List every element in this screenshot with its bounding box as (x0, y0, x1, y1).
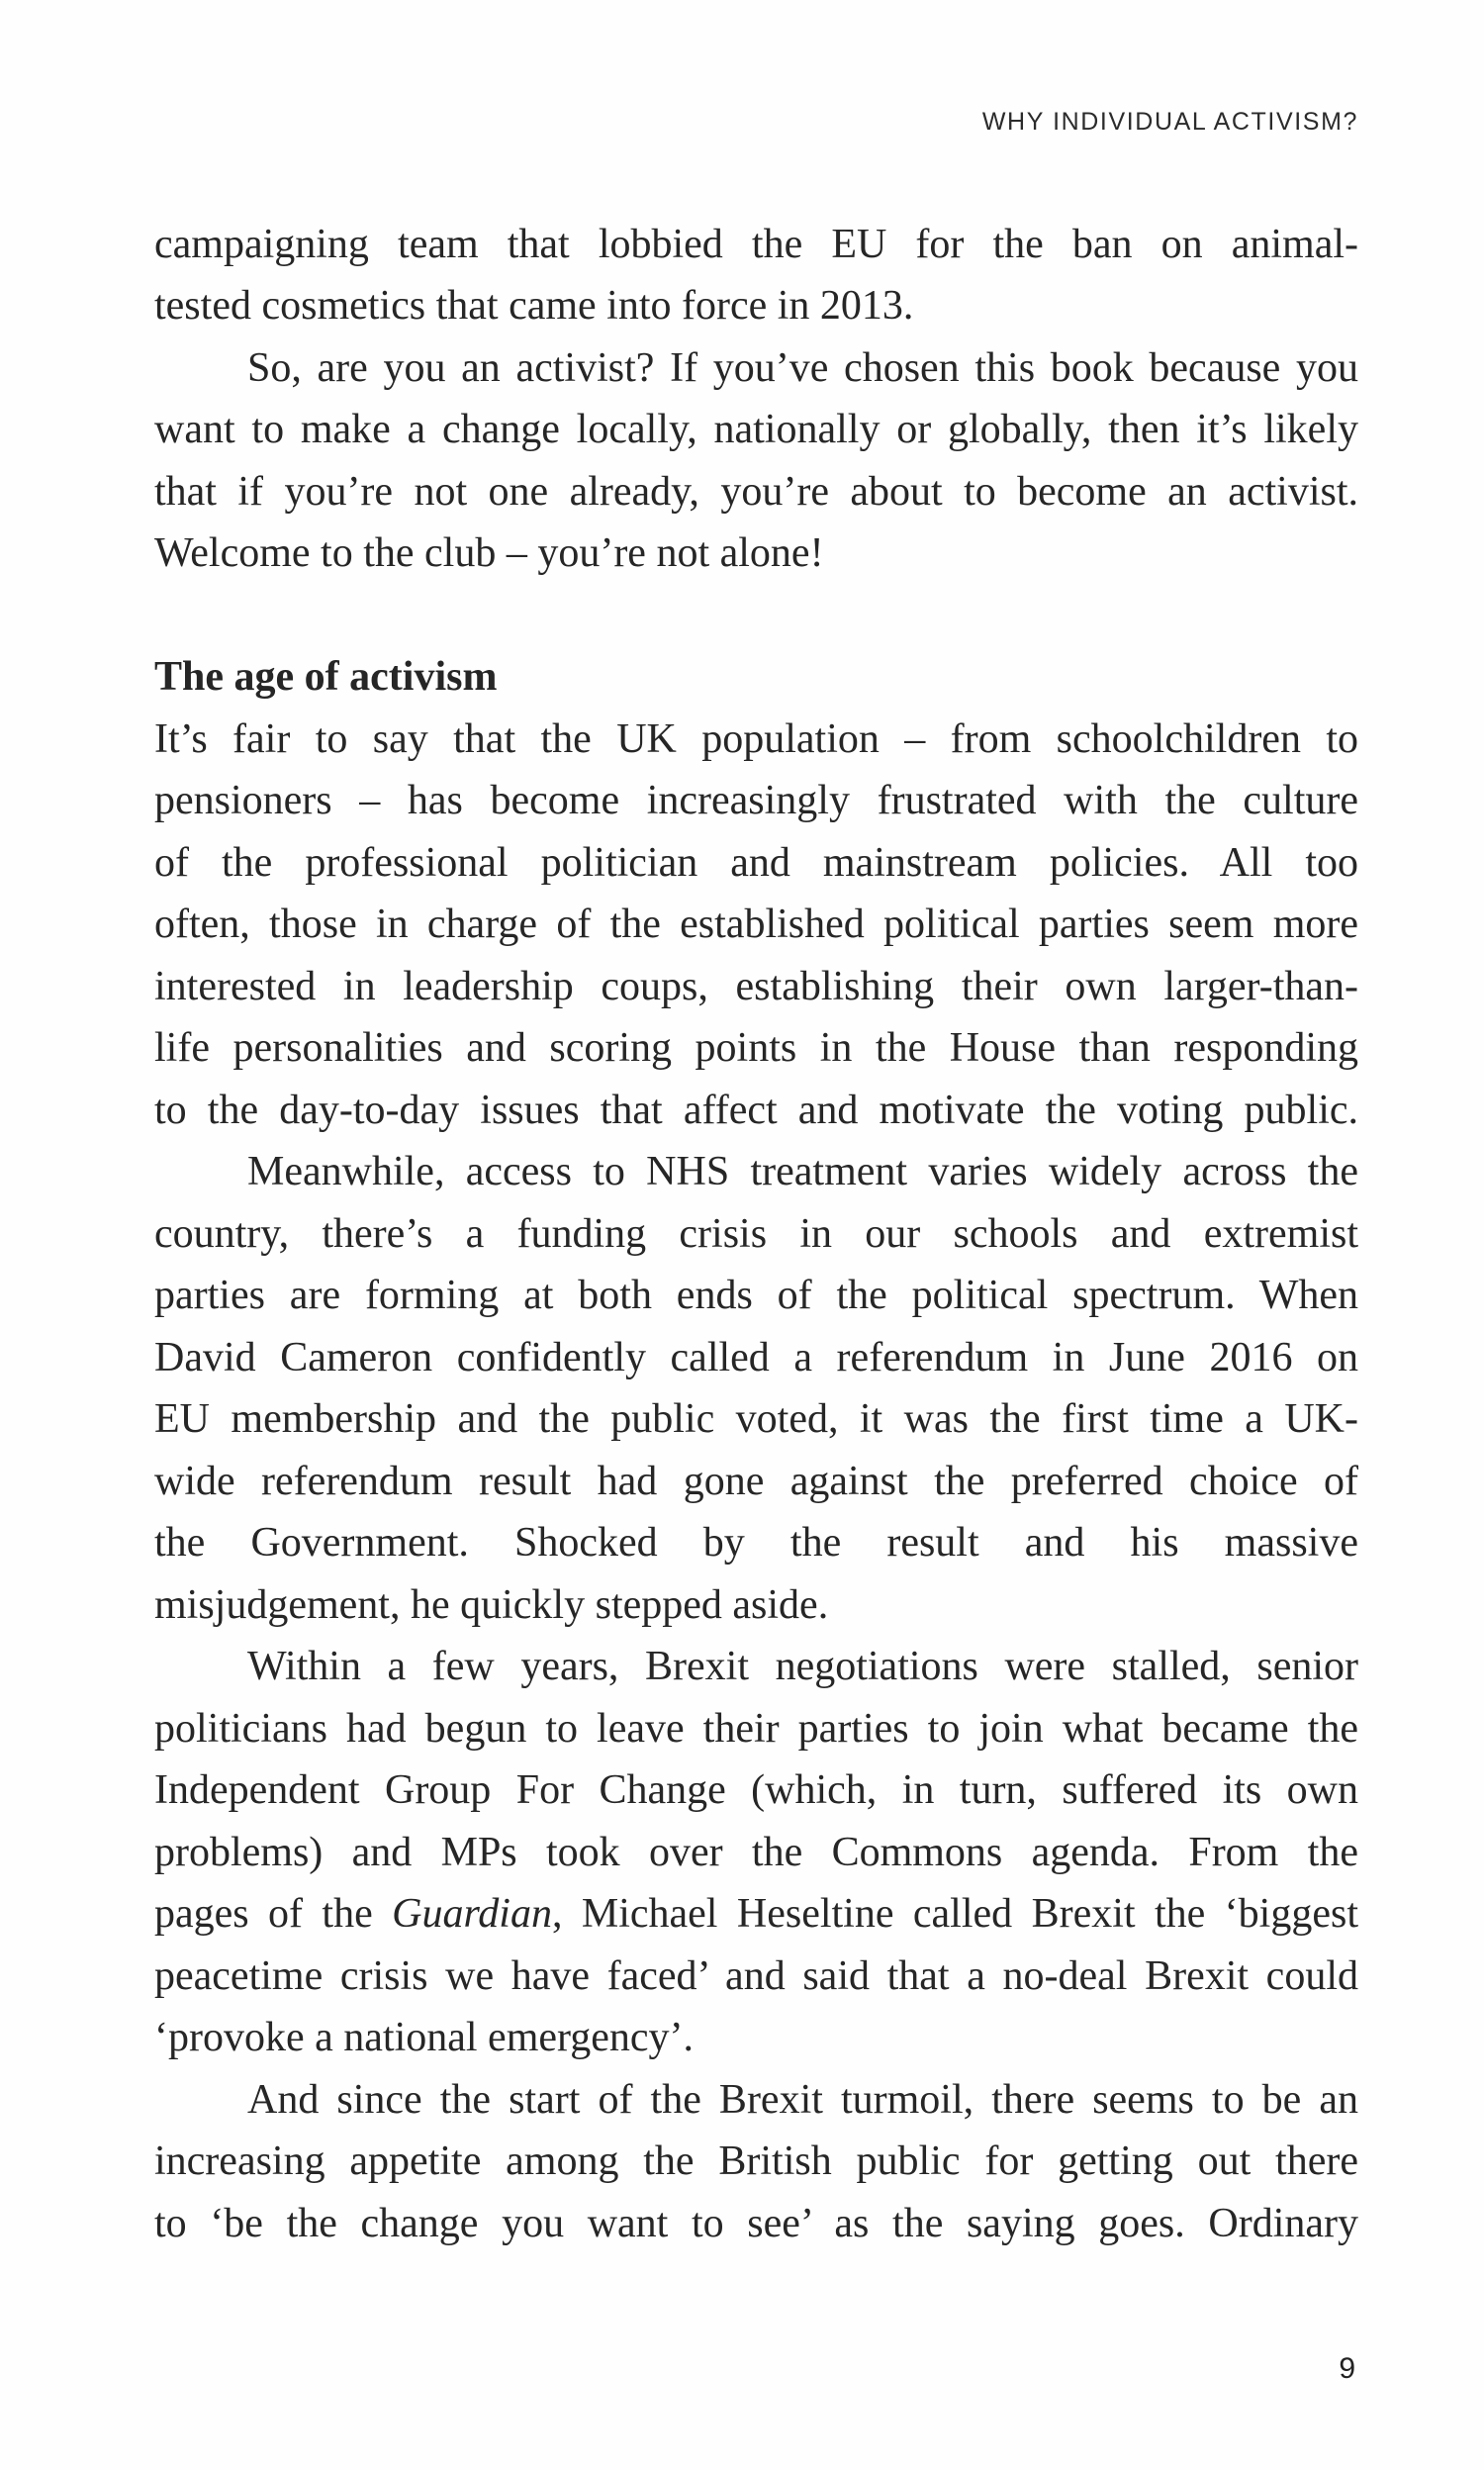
text-line: problems) and MPs took over the Commons agenda. From the (154, 1830, 1358, 1875)
paragraph-start-line: Within a few years, Brexit negotiations were stalled, senior (247, 1644, 1358, 1689)
text-line: Independent Group For Change (which, in turn, suffered its own (154, 1767, 1358, 1813)
text-line: to the day-to-day issues that affect and motivate the voting public. (154, 1088, 1358, 1133)
text-line: ‘provoke a national emergency’. (154, 2015, 694, 2060)
text-line: life personalities and scoring points in the House than responding (154, 1025, 1358, 1071)
text-line: campaigning team that lobbied the EU for the ban on animal- (154, 222, 1358, 267)
text-line: want to make a change locally, nationally or globally, then it’s likely (154, 407, 1358, 452)
text-line: country, there’s a funding crisis in our schools and extremist (154, 1211, 1358, 1257)
paragraph-start-line: So, are you an activist? If you’ve chosen this book because you (247, 345, 1358, 391)
text-line: David Cameron confidently called a referendum in June 2016 on (154, 1335, 1358, 1380)
text-line: often, those in charge of the established political parties seem more (154, 902, 1358, 947)
text-line: pensioners – has become increasingly frustrated with the culture (154, 778, 1358, 823)
text-line: tested cosmetics that came into force in 2013. (154, 283, 914, 329)
text-line: parties are forming at both ends of the political spectrum. When (154, 1273, 1358, 1318)
text-line: increasing appetite among the British public for getting out there (154, 2138, 1358, 2184)
text-line: peacetime crisis we have faced’ and said that a no-deal Brexit could (154, 1953, 1358, 1999)
text-line: EU membership and the public voted, it was the first time a UK- (154, 1396, 1358, 1442)
text-segment: pages of the (154, 1891, 393, 1937)
running-header: WHY INDIVIDUAL ACTIVISM? (981, 108, 1358, 136)
text-line: Welcome to the club – you’re not alone! (154, 530, 824, 576)
text-line-with-italic (154, 1883, 1358, 1945)
text-line: of the professional politician and mainstream policies. All too (154, 840, 1358, 886)
text-line: interested in leadership coups, establishing their own larger-than- (154, 964, 1358, 1009)
paragraph-start-line: And since the start of the Brexit turmoil, there seems to be an (247, 2077, 1358, 2123)
paragraph-start-line: Meanwhile, access to NHS treatment varies widely across the (247, 1149, 1358, 1194)
text-line: misjudgement, he quickly stepped aside. (154, 1582, 829, 1628)
text-line: It’s fair to say that the UK population – from schoolchildren to (154, 716, 1358, 762)
text-line: the Government. Shocked by the result and his massive (154, 1520, 1358, 1566)
text-line: to ‘be the change you want to see’ as the saying goes. Ordinary (154, 2201, 1358, 2246)
page-number: 9 (1339, 2352, 1355, 2385)
text-segment: , Michael Heseltine called Brexit the ‘biggest (551, 1891, 1358, 1937)
section-heading: The age of activism (154, 654, 498, 700)
text-line: wide referendum result had gone against the preferred choice of (154, 1459, 1358, 1504)
text-line: that if you’re not one already, you’re about to become an activist. (154, 469, 1358, 515)
italic-publication-title: Guardian (392, 1891, 552, 1937)
text-line: politicians had begun to leave their parties to join what became the (154, 1706, 1358, 1752)
